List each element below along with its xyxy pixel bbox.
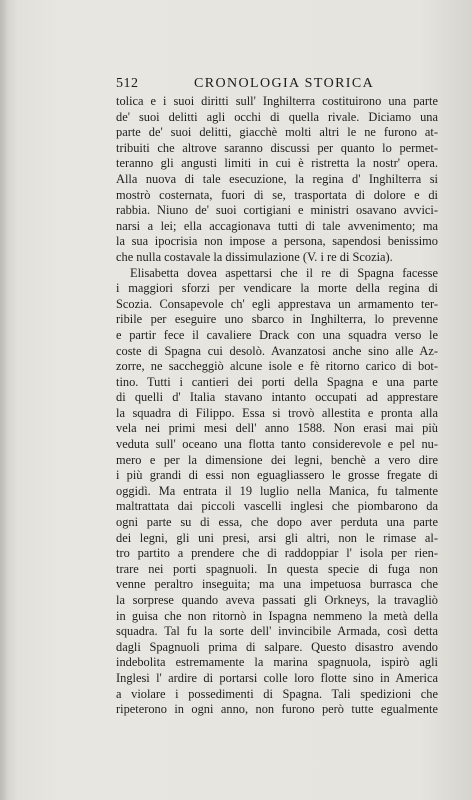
text-line: di quelli d' Italia stavano intanto occupati ad apprestare: [116, 390, 438, 405]
text-line: teranno gli angusti limiti in cui è ristretta la nostr' opera.: [116, 156, 438, 171]
text-line: rabbia. Niuno de' suoi cortigiani e ministri osavano avvici-: [116, 203, 438, 218]
text-line: tolica e i suoi diritti sull' Inghilterra costituirono una parte: [116, 94, 438, 108]
text-line: i maggiori sforzi per vendicare la morte della regina di: [116, 281, 438, 296]
text-line: Scozia. Consapevole ch' egli apprestava un armamento ter-: [116, 296, 438, 311]
text-line: parte de' suoi delitti, giacchè molti altri le ne furono at-: [116, 125, 438, 140]
text-line: in guisa che non ritornò in Ispagna nemmeno la metà della: [116, 608, 438, 623]
text-line: indebolita estremamente la marina spagnuola, ispirò agli: [116, 655, 438, 670]
text-line: la sua ipocrisia non impose a persona, sapendosi benissimo: [116, 234, 438, 249]
text-line: oggidì. Ma entrata il 19 luglio nella Manica, fu talmente: [116, 483, 438, 498]
text-line: Inglesi l' ardire di portarsi colle loro flotte sino in America: [116, 670, 438, 685]
text-line: veduta sull' oceano una flotta tanto considerevole e pel nu-: [116, 437, 438, 452]
text-line: mero e per la dimensione dei legni, benchè a vero dire: [116, 452, 438, 467]
text-line: i più grandi di essi non eguagliassero le grosse fregate di: [116, 468, 438, 483]
text-line: ribile per eseguire uno sbarco in Inghilterra, lo prevenne: [116, 312, 438, 327]
text-line: maltrattata dai piccoli vascelli inglesi che piombarono da: [116, 499, 438, 514]
text-line: trare nei porti spagnuoli. In questa specie di fuga non: [116, 561, 438, 576]
text-line: coste di Spagna cui desolò. Avanzatosi anche sino alle Az-: [116, 343, 438, 358]
text-line: zorre, ne saccheggiò alcune isole e fè ritorno carico di bot-: [116, 359, 438, 374]
page-header: [116, 76, 438, 94]
text-line: vela nei primi mesi dell' anno 1588. Non erasi mai più: [116, 421, 438, 436]
body-text: [116, 94, 438, 718]
text-line: de' suoi delitti agli occhi di quella rivale. Diciamo una: [116, 109, 438, 124]
text-line: Elisabetta dovea aspettarsi che il re di Spagna facesse: [130, 265, 438, 280]
text-line: mostrò costernata, fuori di se, trasportata di dolore e di: [116, 187, 438, 202]
text-line: ogni parte su di essa, che dopo aver perduta una parte: [116, 515, 438, 530]
text-line: tino. Tutti i cantieri dei porti della Spagna e una parte: [116, 374, 438, 389]
page-gutter-shadow: [0, 0, 8, 800]
text-line: e partir fece il cavaliere Drack con una squadra verso le: [116, 327, 438, 342]
text-line: venne peraltro inseguita; ma una impetuosa burrasca che: [116, 577, 438, 592]
running-title: CRONOLOGIA STORICA: [194, 76, 375, 91]
text-line: la squadra di Filippo. Essa si trovò allestita e pronta alla: [116, 405, 438, 420]
text-line: Alla nuova di tale esecuzione, la regina d' Inghilterra si: [116, 171, 438, 186]
text-line: ripeterono in ogni anno, non furono però tutte egualmente: [116, 702, 438, 717]
text-line: tribuiti che altrove saranno discussi per quanto lo permet-: [116, 140, 438, 155]
text-line: la sorprese quando aveva passati gli Orkneys, la travagliò: [116, 593, 438, 607]
text-line: a violare i possedimenti di Spagna. Tali spedizioni che: [116, 686, 438, 701]
text-line: che nulla costavale la dissimulazione (V. i re di Scozia).: [116, 249, 393, 264]
page-number: 512: [116, 76, 139, 91]
text-line: narsi a lei; ella accagionava tutti di tale avvenimento; ma: [116, 218, 438, 233]
text-line: dei legni, gli uni presi, arsi gli altri, non le rimase al-: [116, 530, 438, 545]
text-line: squadra. Tal fu la sorte dell' invincibile Armada, così detta: [116, 624, 438, 639]
text-line: dagli Spagnuoli prima di salpare. Questo disastro avendo: [116, 639, 438, 654]
text-line: tro partito a prendere che di raddoppiar l' isola per rien-: [116, 546, 438, 561]
